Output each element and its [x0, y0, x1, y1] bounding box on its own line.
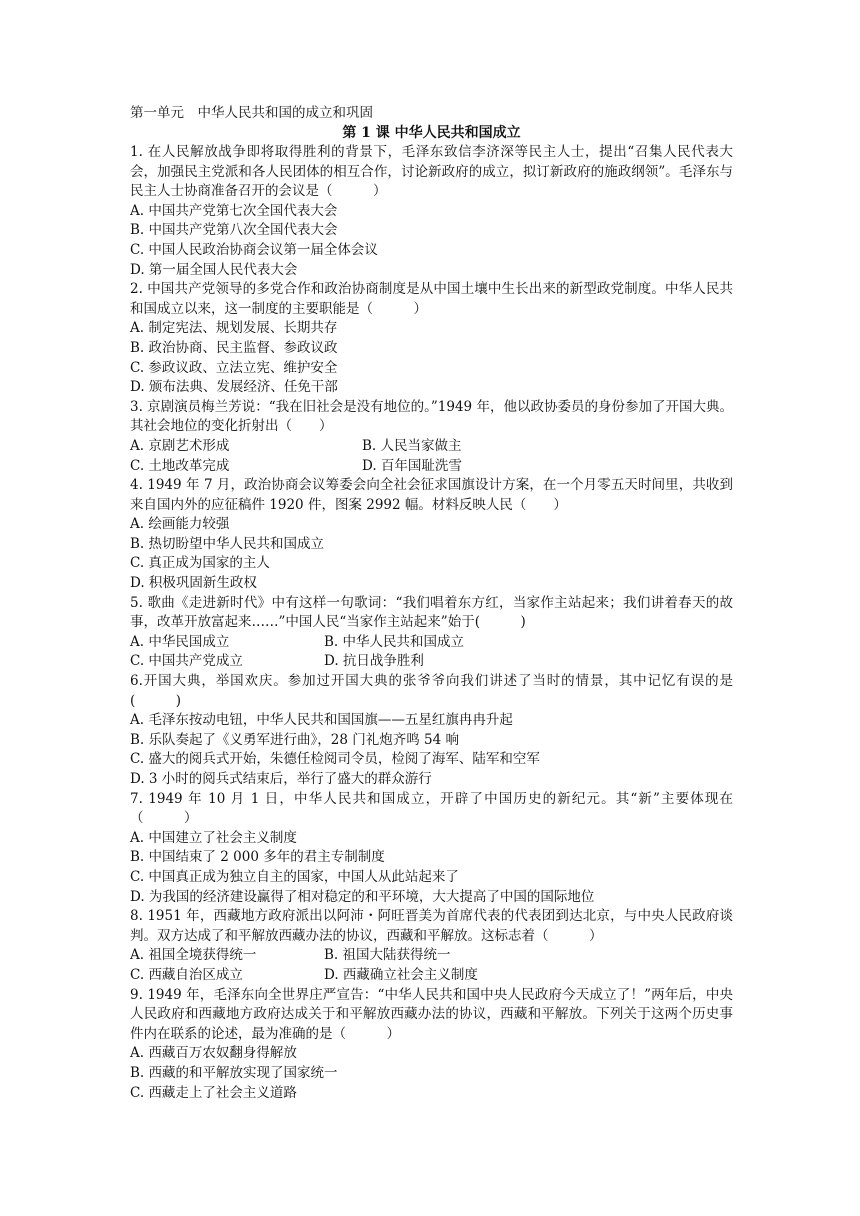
question-4-option-b: B. 热切盼望中华人民共和国成立 — [130, 535, 325, 552]
document-page — [130, 104, 733, 1103]
lesson-title: 第 1 课 中华人民共和国成立 — [342, 125, 521, 141]
question-8-option-d: D. 西藏确立社会主义制度 — [324, 966, 478, 983]
question-9-option-b: B. 西藏的和平解放实现了国家统一 — [130, 1064, 338, 1081]
question-8-options-row-2 — [130, 966, 733, 986]
question-5-option-d: D. 抗日战争胜利 — [324, 653, 424, 670]
question-5-option-c: C. 中国共产党成立 — [130, 653, 243, 670]
question-8-option-a: A. 祖国全境获得统一 — [130, 947, 257, 964]
question-8-option-c: C. 西藏自治区成立 — [130, 966, 243, 983]
question-1-option-b: B. 中国共产党第八次全国代表大会 — [130, 222, 338, 239]
question-2-option-c: C. 参政议政、立法立宪、维护安全 — [130, 359, 338, 376]
question-3-option-a: A. 京剧艺术形成 — [130, 437, 230, 454]
question-5-options-row-1 — [130, 633, 733, 653]
question-6-option-c: C. 盛大的阅兵式开始，朱德任检阅司令员，检阅了海军、陆军和空军 — [130, 751, 540, 768]
question-8-option-b: B. 祖国大陆获得统一 — [324, 947, 451, 964]
question-7-option-b: B. 中国结束了 2 000 多年的君主专制制度 — [130, 849, 385, 866]
question-9-option-c: C. 西藏走上了社会主义道路 — [130, 1084, 297, 1101]
question-6-option-b: B. 乐队奏起了《义勇军进行曲》，28 门礼炮齐鸣 54 响 — [130, 731, 459, 748]
question-7-option-a: A. 中国建立了社会主义制度 — [130, 829, 297, 846]
question-9-option-a: A. 西藏百万农奴翻身得解放 — [130, 1045, 297, 1062]
question-7-stem: 7. 1949 年 10 月 1 日，中华人民共和国成立，开辟了中国历史的新纪元。其“新”主要体现在（ ） — [130, 790, 733, 827]
question-1-option-a: A. 中国共产党第七次全国代表大会 — [130, 202, 338, 219]
question-5-option-a: A. 中华民国成立 — [130, 633, 230, 650]
question-1-option-d: D. 第一届全国人民代表大会 — [130, 261, 298, 278]
question-6-option-d: D. 3 小时的阅兵式结束后，举行了盛大的群众游行 — [130, 771, 432, 787]
question-5-option-b: B. 中华人民共和国成立 — [324, 633, 465, 650]
question-5-options-row-2 — [130, 652, 733, 672]
question-8-stem: 8. 1951 年，西藏地方政府派出以阿沛・阿旺晋美为首席代表的代表团到达北京，与中央人民政府谈判。双方达成了和平解放西藏办法的协议，西藏和平解放。这标志着（ ） — [130, 908, 733, 944]
question-3-options-row-1 — [130, 437, 733, 457]
question-7-option-c: C. 中国真正成为独立自主的国家，中国人从此站起来了 — [130, 868, 459, 885]
question-2-option-d: D. 颁布法典、发展经济、任免干部 — [130, 379, 338, 396]
question-1-stem: 1. 在人民解放战争即将取得胜利的背景下，毛泽东致信李济深等民主人士，提出“召集人民代表大会，加强民主党派和各人民团体的相互合作，讨论新政府的成立，拟订新政府的施政纲领”。毛泽东与民主人士协商准备召开的会议是（ ） — [130, 144, 733, 200]
question-6-option-a: A. 毛泽东按动电钮，中华人民共和国国旗——五星红旗冉冉升起 — [130, 712, 513, 729]
question-6-stem: 6.开国大典，举国欢庆。参加过开国大典的张爷爷向我们讲述了当时的情景，其中记忆有误的是( ) — [130, 673, 733, 709]
unit-title: 第一单元 中华人民共和国的成立和巩固 — [130, 105, 373, 121]
question-7-option-d: D. 为我国的经济建设赢得了相对稳定的和平环境，大大提高了中国的国际地位 — [130, 888, 595, 905]
question-3-option-c: C. 土地改革完成 — [130, 457, 230, 474]
question-2-option-a: A. 制定宪法、规划发展、长期共存 — [130, 320, 338, 337]
question-9-stem: 9. 1949 年，毛泽东向全世界庄严宣告：“中华人民共和国中央人民政府今天成立了！”两年后，中央人民政府和西藏地方政府达成关于和平解放西藏办法的协议，西藏和平解放。下列关于这两个历史事件内在联系的论述，最为准确的是（ ） — [130, 986, 733, 1042]
question-3-option-d: D. 百年国耻洗雪 — [362, 457, 462, 474]
question-8-options-row-1 — [130, 946, 733, 966]
question-3-option-b: B. 人民当家做主 — [362, 437, 462, 454]
question-4-option-d: D. 积极巩固新生政权 — [130, 575, 257, 592]
question-3-stem: 3. 京剧演员梅兰芳说：“我在旧社会是没有地位的。”1949 年，他以政协委员的身份参加了开国大典。其社会地位的变化折射出（ ） — [130, 398, 733, 435]
question-2-option-b: B. 政治协商、民主监督、参政议政 — [130, 339, 338, 356]
question-4-option-c: C. 真正成为国家的主人 — [130, 555, 270, 572]
question-4-stem: 4. 1949 年 7 月，政治协商会议筹委会向全社会征求国旗设计方案，在一个月零五天时间里，共收到来自国内外的应征稿件 1920 件，图案 2992 幅。材料反映人民（ ） — [130, 477, 733, 513]
question-2-stem: 2. 中国共产党领导的多党合作和政治协商制度是从中国土壤中生长出来的新型政党制度。中华人民共和国成立以来，这一制度的主要职能是（ ） — [130, 281, 733, 317]
question-4-option-a: A. 绘画能力较强 — [130, 516, 230, 533]
question-1-option-c: C. 中国人民政治协商会议第一届全体会议 — [130, 241, 378, 258]
question-3-options-row-2 — [130, 457, 733, 477]
question-5-stem: 5. 歌曲《走进新时代》中有这样一句歌词：“我们唱着东方红，当家作主站起来；我们讲着春天的故事，改革开放富起来……”中国人民“当家作主站起来”始于( ) — [130, 594, 733, 631]
